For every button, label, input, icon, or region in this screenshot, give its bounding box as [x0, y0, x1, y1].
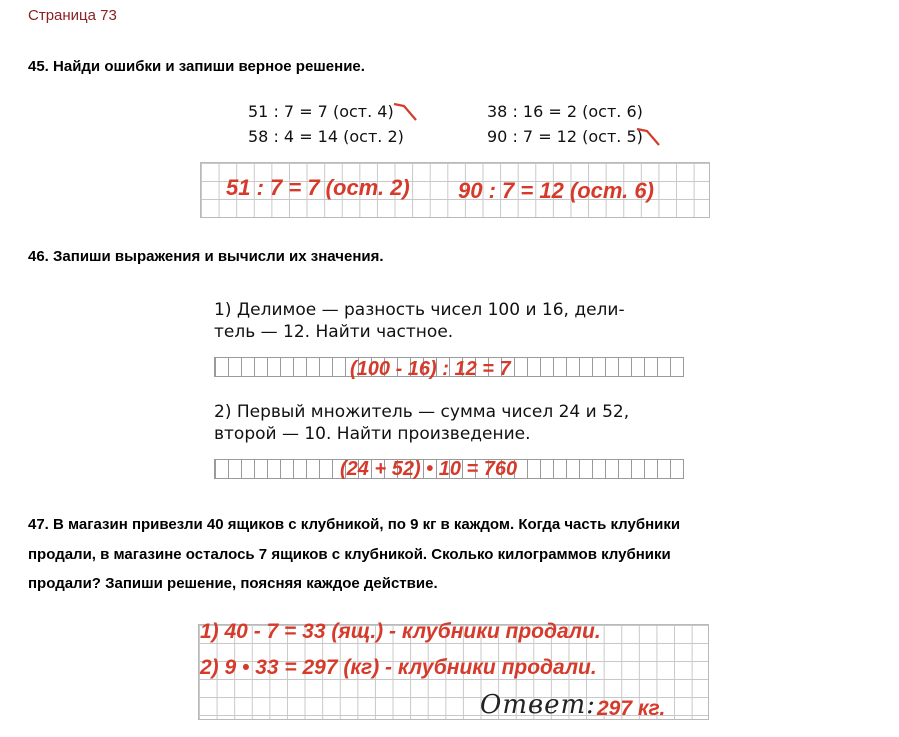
task-45-answer-right: 90 : 7 = 12 (ост. 6): [458, 178, 654, 203]
task-47-line2: продали, в магазине осталось 7 ящиков с клубникой. Сколько килограммов клубники: [28, 546, 671, 563]
strike-mark: [392, 100, 420, 124]
task-45-heading: 45. Найди ошибки и запиши верное решение.: [28, 58, 365, 75]
task-46-item2-line2: второй — 10. Найти произведение.: [214, 424, 531, 444]
task-46-item2-line1: 2) Первый множитель — сумма чисел 24 и 52,: [214, 402, 630, 422]
answer-label: Ответ:: [480, 690, 596, 720]
task-46-heading: 46. Запиши выражения и вычисли их значения.: [28, 248, 384, 265]
task-45-book-right-2: 90 : 7 = 12 (ост. 5): [487, 127, 643, 146]
task-46-item1-line2: тель — 12. Найти частное.: [214, 322, 454, 342]
task-47-step-2: 2) 9 • 33 = 297 (кг) - клубники продали.: [200, 656, 597, 679]
task-45-book-left-1: 51 : 7 = 7 (ост. 4): [248, 102, 394, 121]
task-46-answer-1: (100 - 16) : 12 = 7: [350, 358, 511, 380]
task-45-answer-left: 51 : 7 = 7 (ост. 2): [226, 175, 410, 200]
task-45-book-right-1: 38 : 16 = 2 (ост. 6): [487, 102, 643, 121]
task-46-answer-2: (24 + 52) • 10 = 760: [340, 458, 518, 480]
task-47-line1: 47. В магазин привезли 40 ящиков с клубникой, по 9 кг в каждом. Когда часть клубники: [28, 516, 681, 533]
task-47-answer-value: 297 кг.: [597, 697, 666, 720]
page-title: Страница 73: [28, 7, 117, 24]
task-47-line3: продали? Запиши решение, поясняя каждое действие.: [28, 575, 438, 592]
task-47-step-1: 1) 40 - 7 = 33 (ящ.) - клубники продали.: [200, 620, 601, 643]
strike-mark: [635, 125, 663, 149]
task-45-book-left-2: 58 : 4 = 14 (ост. 2): [248, 127, 404, 146]
task-46-item1-line1: 1) Делимое — разность чисел 100 и 16, дели-: [214, 300, 625, 320]
